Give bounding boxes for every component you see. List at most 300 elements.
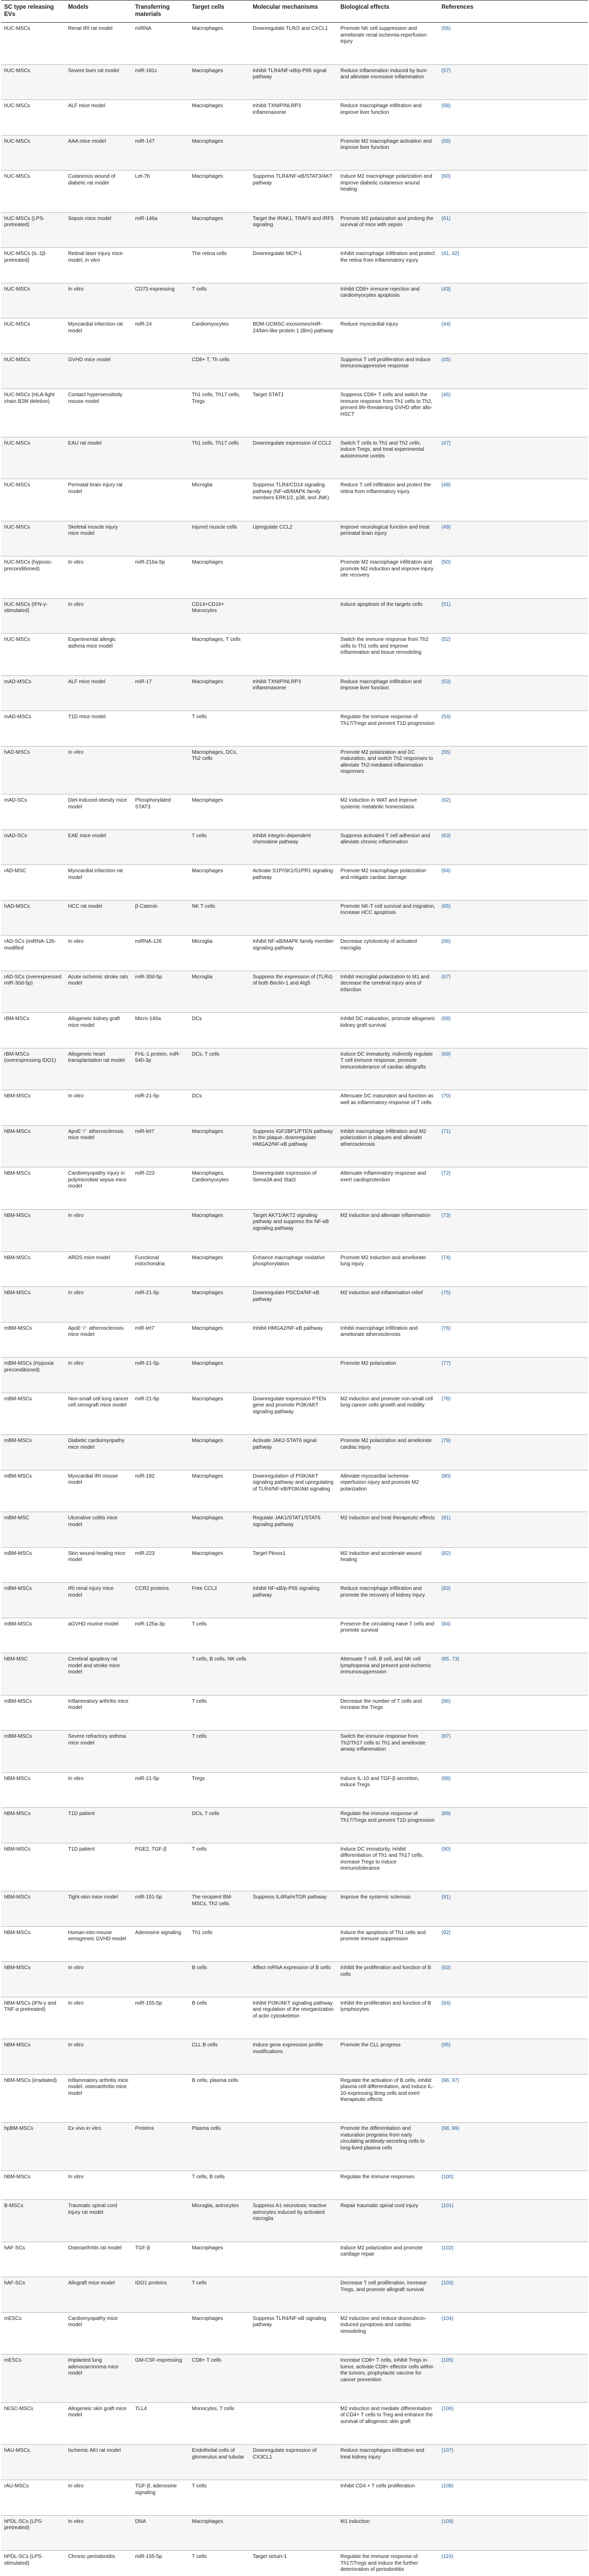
transferring-material-cell: miR-182 — [132, 1470, 188, 1512]
molecular-mechanism-cell: Inhibit NF-κB/MAPK family member signaling pathway — [250, 936, 337, 971]
reference-cell: (102) — [438, 2242, 588, 2277]
target-cells-cell: Macrophages — [189, 2242, 250, 2277]
target-cells-cell: DCs — [189, 1090, 250, 1126]
table-row — [1, 794, 588, 830]
molecular-mechanism-cell: Affect mRNA expression of B cells — [250, 1962, 337, 1997]
reference-cell: (91) — [438, 1891, 588, 1927]
transferring-material-cell: miR-155-5p — [132, 1997, 188, 2039]
biological-effect-cell: Decrease T cell proliferation, increase Tregs, and promote allograft survival — [337, 2277, 438, 2313]
reference-cell: (72) — [438, 1167, 588, 1210]
transferring-material-cell: Functional mitochondria — [132, 1251, 188, 1287]
biological-effect-cell: Promote M2 induction and ameliorate lung injury — [337, 1251, 438, 1287]
table-row — [1, 1731, 588, 1773]
sc-type-cell: mBM-MSCs — [1, 1322, 65, 1358]
molecular-mechanism-cell — [250, 1926, 337, 1962]
model-cell: EAE mice model — [65, 829, 132, 865]
sc-type-cell: mBM-MSCs — [1, 1618, 65, 1653]
model-cell: In vitro — [65, 2480, 132, 2516]
transferring-material-cell — [132, 746, 188, 794]
table-row — [1, 318, 588, 354]
reference-cell: (87) — [438, 1731, 588, 1773]
biological-effect-cell: M2 induction and inflammation relief — [337, 1287, 438, 1323]
target-cells-cell: Macrophages — [189, 1322, 250, 1358]
transferring-material-cell — [132, 353, 188, 389]
target-cells-cell: Endothelial cells of glomerulus and tubular — [189, 2445, 250, 2480]
sc-type-cell: hESC-MSCs — [1, 2402, 65, 2445]
sc-type-cell: hAF-SCs — [1, 2277, 65, 2313]
target-cells-cell: T cells — [189, 2277, 250, 2313]
biological-effect-cell: Switch the immune response from Th2 cells to Th1 cells and improve inflammation and tissue remodeling — [337, 634, 438, 676]
sc-type-cell: hUC-MSCs — [1, 437, 65, 479]
reference-cell: (96, 97) — [438, 2074, 588, 2123]
model-cell: Renal IRI rat model — [65, 23, 132, 65]
table-row — [1, 135, 588, 171]
biological-effect-cell: Inhibit CD8+ immune rejection and cardiomyocytes apoptosis — [337, 283, 438, 318]
target-cells-cell: T cells — [189, 829, 250, 865]
transferring-material-cell — [132, 479, 188, 521]
model-cell: Non-small cell lung cancer cell xenograft mice model — [65, 1393, 132, 1435]
sc-type-cell: hBM-MSCs — [1, 1167, 65, 1210]
reference-cell: (68) — [438, 1013, 588, 1048]
transferring-material-cell: GM-CSF-expressing — [132, 2354, 188, 2403]
sc-type-cell: hBM-MSCs — [1, 1891, 65, 1927]
transferring-material-cell — [132, 2200, 188, 2242]
model-cell: Myocardial infarction rat model — [65, 865, 132, 901]
table-row — [1, 1435, 588, 1470]
table-row — [1, 521, 588, 556]
biological-effect-cell: Decrease the number of T cells and increase the Tregs — [337, 1695, 438, 1731]
reference-cell: (48) — [438, 479, 588, 521]
sc-ev-table — [1, 0, 588, 2576]
reference-cell: (60) — [438, 171, 588, 213]
reference-cell: (44) — [438, 318, 588, 354]
biological-effect-cell: Regulate the immune responses — [337, 2171, 438, 2200]
sc-type-cell: hUC-MSCs — [1, 283, 65, 318]
model-cell: ApoE⁻/⁻ atherosclerosis mice model — [65, 1125, 132, 1167]
biological-effect-cell: Promote M2 macrophage polarization and mitigate cardiac damage — [337, 865, 438, 901]
molecular-mechanism-cell: Inhibit TXNIP/NLRP3 inflammasome — [250, 100, 337, 135]
reference-cell: (108) — [438, 2480, 588, 2516]
model-cell: Ex vivo in vitro — [65, 2123, 132, 2171]
table-row — [1, 2312, 588, 2354]
sc-type-cell: mAD-SCs — [1, 829, 65, 865]
reference-cell: (45) — [438, 353, 588, 389]
table-row — [1, 2354, 588, 2403]
table-row — [1, 936, 588, 971]
molecular-mechanism-cell: Target sirtuin-1 — [250, 2551, 337, 2576]
biological-effect-cell: M2 induction in WAT and improve systemic metabolic homeostasis — [337, 794, 438, 830]
reference-cell: (94) — [438, 1997, 588, 2039]
sc-type-cell: mBM-MSCs — [1, 1393, 65, 1435]
transferring-material-cell — [132, 711, 188, 747]
sc-type-cell: mBM-MSCs — [1, 1583, 65, 1618]
model-cell: Skin wound-healing mice model — [65, 1547, 132, 1583]
target-cells-cell: Macrophages — [189, 1470, 250, 1512]
sc-type-cell: mBM-MSCs — [1, 1435, 65, 1470]
model-cell: Allograft mice model — [65, 2277, 132, 2313]
transferring-material-cell: TGF-β — [132, 2242, 188, 2277]
table-row — [1, 1926, 588, 1962]
reference-cell: (59) — [438, 135, 588, 171]
target-cells-cell: Macrophages, DCs, Th2 cells — [189, 746, 250, 794]
table-header — [1, 1, 588, 23]
table-row — [1, 23, 588, 65]
target-cells-cell: DCs, T cells — [189, 1808, 250, 1843]
table-row — [1, 1808, 588, 1843]
model-cell: Allogeneic kidney graft mice model — [65, 1013, 132, 1048]
transferring-material-cell: miR-let7 — [132, 1322, 188, 1358]
sc-type-cell: hBM-MSCs — [1, 2171, 65, 2200]
target-cells-cell: Cardiomyocytes — [189, 318, 250, 354]
target-cells-cell: Macrophages — [189, 556, 250, 599]
reference-cell: (88) — [438, 1772, 588, 1808]
sc-type-cell: mBM-MSCs (Hypoxia preconditioned) — [1, 1358, 65, 1393]
table-row — [1, 64, 588, 100]
transferring-material-cell — [132, 598, 188, 634]
target-cells-cell: Th1 cells, Th17 cells, Tregs — [189, 389, 250, 437]
table-row — [1, 1962, 588, 1997]
sc-type-cell: rAD-MSC — [1, 865, 65, 901]
reference-cell: (64) — [438, 865, 588, 901]
reference-cell: (51) — [438, 598, 588, 634]
biological-effect-cell: Attenuate T cell, B cell, and NK cell lymphopenia and present post-ischemic immunosuppression — [337, 1653, 438, 1696]
transferring-material-cell: miR-155-5p — [132, 2551, 188, 2576]
transferring-material-cell: β-Catenin — [132, 900, 188, 936]
model-cell: T1D mice model — [65, 711, 132, 747]
target-cells-cell: CLL B cells — [189, 2039, 250, 2075]
molecular-mechanism-cell: Downregulate expression of CCL2 — [250, 437, 337, 479]
model-cell: In vitro — [65, 1962, 132, 1997]
biological-effect-cell: M1 induction — [337, 2515, 438, 2551]
biological-effect-cell: Promote M2 macrophage infiltration and promote M2 induction and improve injury site recovery — [337, 556, 438, 599]
model-cell: Cerebral apoplexy rat model and stroke mice model — [65, 1653, 132, 1696]
sc-type-cell: rBM-MSCs — [1, 1013, 65, 1048]
target-cells-cell: T cells — [189, 1695, 250, 1731]
molecular-mechanism-cell: Induce gene expression profile modifications — [250, 2039, 337, 2075]
target-cells-cell: Macrophages — [189, 23, 250, 65]
biological-effect-cell: Regulate the immune response of Th17/Tregs and prevent T1D progression — [337, 1808, 438, 1843]
molecular-mechanism-cell: Downregulate MCP-1 — [250, 248, 337, 283]
reference-cell: (83) — [438, 1583, 588, 1618]
reference-cell: (50) — [438, 556, 588, 599]
model-cell: ApoE⁻/⁻ atherosclerosis mice model — [65, 1322, 132, 1358]
header-transferring-materials: Transferring materials — [132, 1, 188, 23]
model-cell: Sepsis mice model — [65, 212, 132, 248]
molecular-mechanism-cell — [250, 2515, 337, 2551]
transferring-material-cell: miR-21-5p — [132, 1358, 188, 1393]
target-cells-cell: T cells — [189, 283, 250, 318]
target-cells-cell: B cells — [189, 1962, 250, 1997]
transferring-material-cell: miR-181c — [132, 64, 188, 100]
reference-cell: (106) — [438, 2402, 588, 2445]
target-cells-cell: Macrophages — [189, 171, 250, 213]
model-cell: Osteoarthritis rat model — [65, 2242, 132, 2277]
molecular-mechanism-cell: Downregulate PDCD4/NF-κB pathway — [250, 1287, 337, 1323]
target-cells-cell: The recipient BM-MSCs, Th2 cells — [189, 1891, 250, 1927]
table-row — [1, 171, 588, 213]
transferring-material-cell: miR-223 — [132, 1547, 188, 1583]
reference-cell: (75) — [438, 1287, 588, 1323]
table-row — [1, 437, 588, 479]
reference-cell: (89) — [438, 1808, 588, 1843]
biological-effect-cell: Attenuate inflammatory response and exert cardioprotection — [337, 1167, 438, 1210]
molecular-mechanism-cell: Suppress TLR4/CD14 signaling pathway (NF-κB/MAPK family members ERK1/2, p38, and JNK) — [250, 479, 337, 521]
target-cells-cell: CD8+ T, Th cells — [189, 353, 250, 389]
sc-type-cell: hUC-MSCs — [1, 353, 65, 389]
sc-type-cell: hAD-MSCs — [1, 746, 65, 794]
sc-type-cell: hBM-MSC — [1, 1653, 65, 1696]
transferring-material-cell: miR-125a-3p — [132, 1618, 188, 1653]
sc-type-cell: mBM-MSCs — [1, 1695, 65, 1731]
transferring-material-cell — [132, 521, 188, 556]
reference-cell: (71) — [438, 1125, 588, 1167]
molecular-mechanism-cell — [250, 746, 337, 794]
molecular-mechanism-cell: Downregulate expression PTEN gene and promote PI3K/AKT signaling pathway — [250, 1393, 337, 1435]
biological-effect-cell: Suppress activated T cell adhesion and alleviate chronic inflammation — [337, 829, 438, 865]
biological-effect-cell: Induce DC immaturity, inhibit differentiation of Th1 and Th17 cells, increase Tregs to induce immunotolerance — [337, 1843, 438, 1891]
biological-effect-cell: Increase CD8+ T cells, inhibit Tregs in tumor, activate CD8+ effector cells within the tumors, prophylactic vaccine for cancer prevention — [337, 2354, 438, 2403]
model-cell: Ulcerative colitis mice model — [65, 1512, 132, 1548]
molecular-mechanism-cell: Suppress TLR4/NF-κB signaling pathway — [250, 2312, 337, 2354]
biological-effect-cell: Regulate the immune response of Th17/Tregs and induce the further deterioration of periodontitis — [337, 2551, 438, 2576]
transferring-material-cell — [132, 1808, 188, 1843]
transferring-material-cell: miRNA — [132, 23, 188, 65]
sc-type-cell: hBM-MSCs — [1, 1287, 65, 1323]
transferring-material-cell: Micro-146a — [132, 1013, 188, 1048]
molecular-mechanism-cell — [250, 1618, 337, 1653]
model-cell: Cardiomyopathy mice model — [65, 2312, 132, 2354]
transferring-material-cell — [132, 2445, 188, 2480]
transferring-material-cell: miR-let7 — [132, 1125, 188, 1167]
table-row — [1, 2402, 588, 2445]
target-cells-cell: B cells — [189, 1997, 250, 2039]
transferring-material-cell: miR-21-5p — [132, 1393, 188, 1435]
table-row — [1, 2171, 588, 2200]
model-cell: AAA mice model — [65, 135, 132, 171]
molecular-mechanism-cell — [250, 283, 337, 318]
reference-cell: (76) — [438, 1322, 588, 1358]
biological-effect-cell: Induce M2 polarization and promote cartilage repair — [337, 2242, 438, 2277]
target-cells-cell: Free CCL2 — [189, 1583, 250, 1618]
molecular-mechanism-cell: Enhance macrophage oxidative phosphorylation — [250, 1251, 337, 1287]
model-cell: In vitro — [65, 936, 132, 971]
table-row — [1, 556, 588, 599]
molecular-mechanism-cell — [250, 2354, 337, 2403]
table-row — [1, 634, 588, 676]
molecular-mechanism-cell: Inhibit integrin-dependent chemokine pathway — [250, 829, 337, 865]
reference-cell: (104) — [438, 2312, 588, 2354]
molecular-mechanism-cell — [250, 598, 337, 634]
table-row — [1, 2123, 588, 2171]
molecular-mechanism-cell: Suppress A1 neurotoxic reactive astrocytes induced by activated microglia — [250, 2200, 337, 2242]
model-cell: Inflammatory arthritis mice model — [65, 1695, 132, 1731]
molecular-mechanism-cell: Target the IRAK1, TRAF6 and IRF5 signaling — [250, 212, 337, 248]
model-cell: Tight-skin mice model — [65, 1891, 132, 1927]
sc-type-cell: hUC-MSCs — [1, 479, 65, 521]
model-cell: In vitro — [65, 283, 132, 318]
molecular-mechanism-cell: Suppress IL4Ra/mTOR pathway — [250, 1891, 337, 1927]
molecular-mechanism-cell — [250, 2074, 337, 2123]
table-row — [1, 283, 588, 318]
biological-effect-cell: Reduce macrophage infiltration and improve liver function — [337, 100, 438, 135]
biological-effect-cell: Promote the differentiation and maturation programs from early circulating antibody-secreting cells to long-lived plasma cells — [337, 2123, 438, 2171]
molecular-mechanism-cell — [250, 1090, 337, 1126]
molecular-mechanism-cell: Downregulate expression of CX3CL1 — [250, 2445, 337, 2480]
transferring-material-cell: Adenosine signaling — [132, 1926, 188, 1962]
target-cells-cell: Microglia, astrocytes — [189, 2200, 250, 2242]
molecular-mechanism-cell: Inhibit NF-κB/p-P65 signaling pathway — [250, 1583, 337, 1618]
header-row — [1, 1, 588, 23]
molecular-mechanism-cell: Regulate JAK1/STAT1/STAT6 signaling pathway — [250, 1512, 337, 1548]
biological-effect-cell: Repair traumatic spinal cord injury — [337, 2200, 438, 2242]
transferring-material-cell — [132, 2171, 188, 2200]
reference-cell: (58) — [438, 100, 588, 135]
biological-effect-cell: Reduce macrophages infiltration and treat kidney injury — [337, 2445, 438, 2480]
molecular-mechanism-cell: Target STAT1 — [250, 389, 337, 437]
biological-effect-cell: Reduce inflammation induced by burn and alleviate excessive inflammation — [337, 64, 438, 100]
molecular-mechanism-cell — [250, 2402, 337, 2445]
model-cell: Contact hypersensitivity mouse model — [65, 389, 132, 437]
sc-type-cell: hUC-MSCs (IFN-γ-stimulated) — [1, 598, 65, 634]
table-row — [1, 829, 588, 865]
molecular-mechanism-cell — [250, 135, 337, 171]
biological-effect-cell: M2 induction and promote non-small cell lung cancer cells growth and mobility — [337, 1393, 438, 1435]
target-cells-cell: Macrophages — [189, 1358, 250, 1393]
target-cells-cell: T cells — [189, 2480, 250, 2516]
biological-effect-cell: M2 induction and alleviate inflammation — [337, 1209, 438, 1251]
reference-cell: (47) — [438, 437, 588, 479]
table-row — [1, 1048, 588, 1090]
model-cell: Cutaneous wound of diabetic rat model — [65, 171, 132, 213]
biological-effect-cell: Promote M2 macrophage activation and improve liver function — [337, 135, 438, 171]
biological-effect-cell: Promote NK cell suppression and ameliorate renal ischemia-reperfusion injury — [337, 23, 438, 65]
reference-cell: (77) — [438, 1358, 588, 1393]
reference-cell: (52) — [438, 634, 588, 676]
transferring-material-cell: TLL4 — [132, 2402, 188, 2445]
biological-effect-cell: Inhibit macrophage infiltration and protect the retina from inflammatory injury — [337, 248, 438, 283]
sc-type-cell: hAD-MSCs — [1, 900, 65, 936]
biological-effect-cell: M2 induction and treat therapeutic effects — [337, 1512, 438, 1548]
reference-cell: (81) — [438, 1512, 588, 1548]
target-cells-cell: Macrophages — [189, 1512, 250, 1548]
target-cells-cell: Tregs — [189, 1772, 250, 1808]
reference-cell: (56) — [438, 23, 588, 65]
transferring-material-cell: CD73 expressing — [132, 283, 188, 318]
target-cells-cell: Microglia — [189, 971, 250, 1013]
biological-effect-cell: Improve neurological function and treat perinatal brain injury — [337, 521, 438, 556]
biological-effect-cell: Inhibit macrophage infiltration and M2 polarization in plaques and alleviate atherosclerosis — [337, 1125, 438, 1167]
reference-cell: (103) — [438, 2277, 588, 2313]
reference-cell: (74) — [438, 1251, 588, 1287]
molecular-mechanism-cell: Inhibit TXNIP/NLRP3 inflammasome — [250, 675, 337, 711]
sc-type-cell: rBM-MSCs (overexpressing IDO1) — [1, 1048, 65, 1090]
molecular-mechanism-cell — [250, 2242, 337, 2277]
model-cell: Severe burn rat model — [65, 64, 132, 100]
table-row — [1, 2480, 588, 2516]
table-row — [1, 1322, 588, 1358]
biological-effect-cell: Promote M2 polarization and DC maturation, and switch Th2 responses to alleviate Th2-mediated inflammation responses — [337, 746, 438, 794]
target-cells-cell: T cells, B cells, NK cells — [189, 1653, 250, 1696]
reference-cell: (61) — [438, 212, 588, 248]
sc-type-cell: hUC-MSCs — [1, 64, 65, 100]
sc-type-cell: mBM-MSCs — [1, 1470, 65, 1512]
sc-type-cell: hBM-MSCs — [1, 1926, 65, 1962]
target-cells-cell: Macrophages, Cardiomyocytes — [189, 1167, 250, 1210]
transferring-material-cell: miR-223 — [132, 1167, 188, 1210]
transferring-material-cell — [132, 100, 188, 135]
target-cells-cell: Macrophages — [189, 1209, 250, 1251]
transferring-material-cell — [132, 1731, 188, 1773]
biological-effect-cell: Induce M2 macrophage polarization and improve diabetic cutaneous wound healing — [337, 171, 438, 213]
transferring-material-cell — [132, 2074, 188, 2123]
table-row — [1, 711, 588, 747]
model-cell: Implanted lung adenocarcinoma mice model — [65, 2354, 132, 2403]
molecular-mechanism-cell: Upregulate CCL2 — [250, 521, 337, 556]
transferring-material-cell: Let-7b — [132, 171, 188, 213]
biological-effect-cell: Reduce macrophage infiltration and promote the recovery of kidney injury — [337, 1583, 438, 1618]
molecular-mechanism-cell: Downregulation of PI3K/AKT signaling pathway and upregulating of TLR4/NF-κB/PI3K/Akt signaling — [250, 1470, 337, 1512]
transferring-material-cell — [132, 829, 188, 865]
molecular-mechanism-cell: Inhibit PI3K/AKT signaling pathway and regulation of the reorganization of actin cytoskeleton — [250, 1997, 337, 2039]
sc-type-cell: mBM-MSCs — [1, 1547, 65, 1583]
table-row — [1, 1618, 588, 1653]
header-models: Models — [65, 1, 132, 23]
transferring-material-cell: miR-147 — [132, 135, 188, 171]
sc-type-cell: hAF-SCs — [1, 2242, 65, 2277]
reference-cell: (101) — [438, 2200, 588, 2242]
target-cells-cell: Macrophages — [189, 1287, 250, 1323]
model-cell: IRI renal injury mice model — [65, 1583, 132, 1618]
sc-type-cell: hUC-MSCs — [1, 318, 65, 354]
table-row — [1, 353, 588, 389]
table-row — [1, 1090, 588, 1126]
molecular-mechanism-cell: Suppress TLR4/NF-κB/STAT3/AKT pathway — [250, 171, 337, 213]
sc-type-cell: mESCs — [1, 2354, 65, 2403]
reference-cell: (65) — [438, 900, 588, 936]
target-cells-cell: T cells, B cells — [189, 2171, 250, 2200]
transferring-material-cell: miR-216a-5p — [132, 556, 188, 599]
header-molecular-mechanisms: Molecular mechanisms — [250, 1, 337, 23]
reference-cell: (55) — [438, 746, 588, 794]
target-cells-cell: DCs — [189, 1013, 250, 1048]
molecular-mechanism-cell — [250, 2123, 337, 2171]
biological-effect-cell: Reduce macrophage infiltration and improve liver function — [337, 675, 438, 711]
target-cells-cell: Macrophages — [189, 675, 250, 711]
biological-effect-cell: Induce the apoptosis of Th1 cells and promote immune suppression — [337, 1926, 438, 1962]
table-row — [1, 2242, 588, 2277]
model-cell: Traumatic spinal cord injury rat model — [65, 2200, 132, 2242]
table-row — [1, 389, 588, 437]
model-cell: Inflammatory arthritis mice model, osteoarthritis mice model — [65, 2074, 132, 2123]
model-cell: ALF mice model — [65, 675, 132, 711]
table-row — [1, 1167, 588, 1210]
table-row — [1, 1891, 588, 1927]
table-row — [1, 2200, 588, 2242]
sc-type-cell: hBM-MSCs — [1, 2039, 65, 2075]
reference-cell: (53) — [438, 675, 588, 711]
target-cells-cell: Macrophages — [189, 64, 250, 100]
transferring-material-cell — [132, 2039, 188, 2075]
reference-cell: (49) — [438, 521, 588, 556]
table-row — [1, 971, 588, 1013]
model-cell: Diet-induced obesity mice model — [65, 794, 132, 830]
molecular-mechanism-cell: Target Pknox1 — [250, 1547, 337, 1583]
biological-effect-cell: Promote NK-T cell survival and migration, increase HCC apoptosis — [337, 900, 438, 936]
biological-effect-cell: Regulate the immune response of Th17/Tregs and prevent T1D progression — [337, 711, 438, 747]
header-biological-effects: Biological effects — [337, 1, 438, 23]
reference-cell: (70) — [438, 1090, 588, 1126]
model-cell: Allogeneic skin graft mice model — [65, 2402, 132, 2445]
